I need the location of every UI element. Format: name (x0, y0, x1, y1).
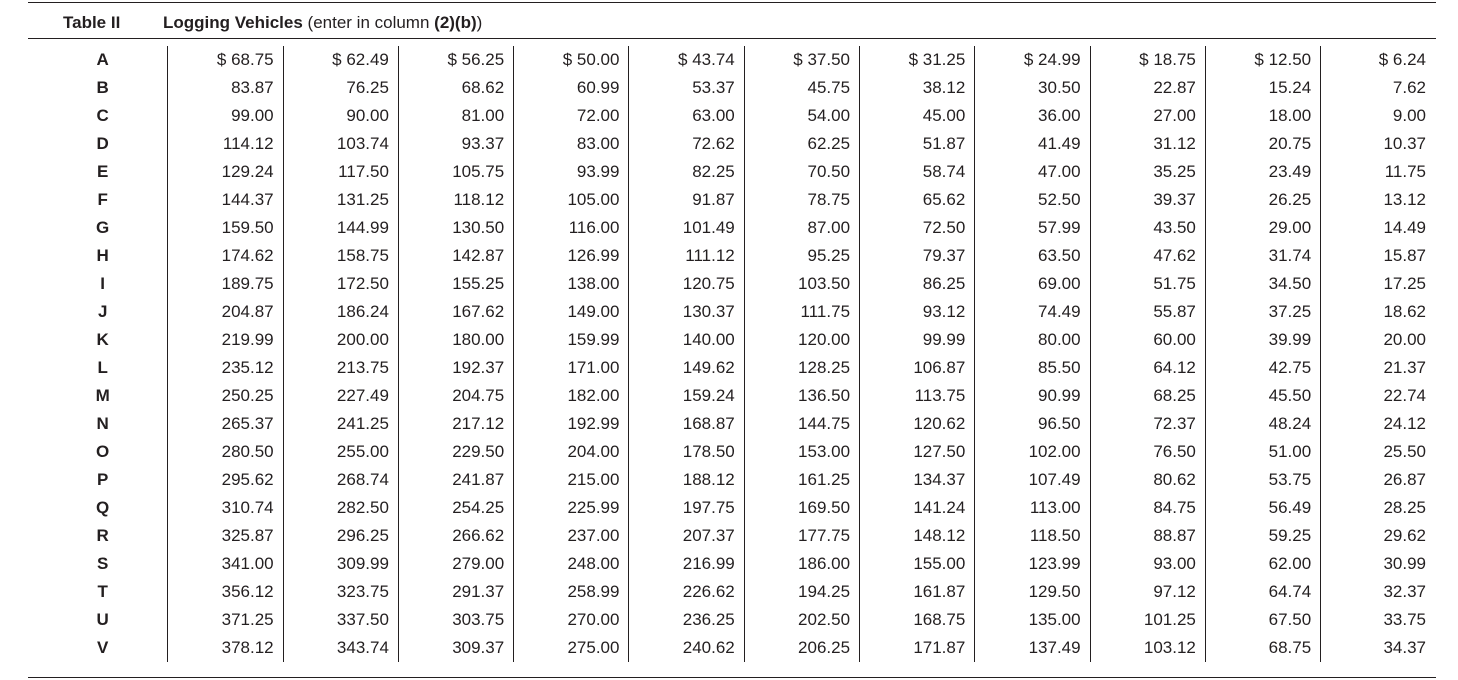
table-cell: 107.49 (975, 466, 1090, 494)
table-cell: 103.74 (283, 130, 398, 158)
table-cell: 97.12 (1090, 578, 1205, 606)
row-label: I (28, 270, 168, 298)
row-label: E (28, 158, 168, 186)
table-cell: 53.37 (629, 74, 744, 102)
table-cell: 68.25 (1090, 382, 1205, 410)
table-row (28, 494, 1436, 522)
table-cell: 83.00 (514, 130, 629, 158)
table-cell: 177.75 (744, 522, 859, 550)
table-cell: 27.00 (1090, 102, 1205, 130)
table-cell: 60.00 (1090, 326, 1205, 354)
table-cell: $ 18.75 (1090, 46, 1205, 74)
table-id: Table II (63, 13, 121, 32)
table-cell: 20.75 (1205, 130, 1320, 158)
table-cell: 127.50 (860, 438, 975, 466)
table-cell: 62.00 (1205, 550, 1320, 578)
table-cell: 10.37 (1383, 134, 1426, 153)
table-title (163, 10, 482, 36)
table-cell: 84.75 (1090, 494, 1205, 522)
table-cell: 47.62 (1090, 242, 1205, 270)
table-cell: 65.62 (860, 186, 975, 214)
table-cell: 76.25 (283, 74, 398, 102)
table-cell: 22.74 (1383, 386, 1426, 405)
table-cell: 45.00 (860, 102, 975, 130)
table-cell: 93.12 (860, 298, 975, 326)
table-cell: 215.00 (514, 466, 629, 494)
table-cell: 268.74 (283, 466, 398, 494)
row-label: P (28, 466, 168, 494)
table-cell: 130.50 (398, 214, 513, 242)
table-row (28, 186, 1436, 214)
table-cell: 148.12 (860, 522, 975, 550)
table-cell: 31.74 (1205, 242, 1320, 270)
row-label: J (28, 298, 168, 326)
table-cell: 149.62 (629, 354, 744, 382)
table-cell: 113.00 (975, 494, 1090, 522)
table-cell: 280.50 (168, 438, 283, 466)
table-cell: 54.00 (744, 102, 859, 130)
table-cell: 194.25 (744, 578, 859, 606)
table-cell: 250.25 (168, 382, 283, 410)
table-cell: 72.50 (860, 214, 975, 242)
table-cell: 82.25 (629, 158, 744, 186)
table-cell: 171.87 (860, 634, 975, 662)
table-cell: 26.87 (1383, 470, 1426, 489)
table-cell: 279.00 (398, 550, 513, 578)
table-cell: 74.49 (975, 298, 1090, 326)
table-row (28, 550, 1436, 578)
row-label: C (28, 102, 168, 130)
table-cell: $ 62.49 (283, 46, 398, 74)
table-cell: 102.00 (975, 438, 1090, 466)
table-cell: 96.50 (975, 410, 1090, 438)
table-cell: 254.25 (398, 494, 513, 522)
table-cell: 182.00 (514, 382, 629, 410)
table-cell: 241.25 (283, 410, 398, 438)
table-header (28, 10, 1436, 39)
table-cell: 116.00 (514, 214, 629, 242)
table-cell: 213.75 (283, 354, 398, 382)
table-cell: 13.12 (1383, 190, 1426, 209)
table-cell: 21.37 (1383, 358, 1426, 377)
table-cell: 83.87 (168, 74, 283, 102)
row-label: F (28, 186, 168, 214)
table-row (28, 578, 1436, 606)
table-cell: 140.00 (629, 326, 744, 354)
table-cell: 248.00 (514, 550, 629, 578)
table-cell: 153.00 (744, 438, 859, 466)
table-cell: 265.37 (168, 410, 283, 438)
table-row (28, 214, 1436, 242)
table-row (28, 466, 1436, 494)
table-cell: 99.00 (168, 102, 283, 130)
table-row (28, 46, 1436, 74)
table-cell: 72.00 (514, 102, 629, 130)
table-cell: 20.00 (1383, 330, 1426, 349)
table-cell: 258.99 (514, 578, 629, 606)
table-cell: $ 24.99 (975, 46, 1090, 74)
table-cell: 216.99 (629, 550, 744, 578)
table-cell: 69.00 (975, 270, 1090, 298)
table-cell: 23.49 (1205, 158, 1320, 186)
table-cell: 93.00 (1090, 550, 1205, 578)
table-cell: 111.12 (629, 242, 744, 270)
table-cell: 129.50 (975, 578, 1090, 606)
table-cell: 225.99 (514, 494, 629, 522)
table-cell: 30.99 (1383, 554, 1426, 573)
table-cell: 59.25 (1205, 522, 1320, 550)
table-cell: 378.12 (168, 634, 283, 662)
table-cell: 217.12 (398, 410, 513, 438)
table-cell: 118.12 (398, 186, 513, 214)
table-cell: 270.00 (514, 606, 629, 634)
table-cell: 303.75 (398, 606, 513, 634)
table-cell: 282.50 (283, 494, 398, 522)
table-cell: 168.75 (860, 606, 975, 634)
table-cell: 174.62 (168, 242, 283, 270)
table-cell: 295.62 (168, 466, 283, 494)
table-cell: 255.00 (283, 438, 398, 466)
table-cell: 134.37 (860, 466, 975, 494)
table-cell: 202.50 (744, 606, 859, 634)
table-cell: 343.74 (283, 634, 398, 662)
row-label: M (28, 382, 168, 410)
table-row (28, 102, 1436, 130)
table-cell: 37.25 (1205, 298, 1320, 326)
table-row (28, 74, 1436, 102)
top-rule (28, 2, 1436, 3)
table-cell: 161.87 (860, 578, 975, 606)
table-cell: 149.00 (514, 298, 629, 326)
table-cell: 123.99 (975, 550, 1090, 578)
table-cell: 167.62 (398, 298, 513, 326)
table-cell: 53.75 (1205, 466, 1320, 494)
table-cell: 192.37 (398, 354, 513, 382)
table-cell: 25.50 (1383, 442, 1426, 461)
table-cell: 101.25 (1090, 606, 1205, 634)
table-cell: 60.99 (514, 74, 629, 102)
table-row (28, 410, 1436, 438)
table-cell: 7.62 (1392, 78, 1426, 97)
table-row (28, 522, 1436, 550)
table-cell: 325.87 (168, 522, 283, 550)
table-cell: 120.62 (860, 410, 975, 438)
table-cell: 51.00 (1205, 438, 1320, 466)
table-cell: 337.50 (283, 606, 398, 634)
table-cell: 114.12 (168, 130, 283, 158)
table-cell: 18.62 (1383, 302, 1426, 321)
table-cell: 48.24 (1205, 410, 1320, 438)
table-cell: 200.00 (283, 326, 398, 354)
table-cell: 64.12 (1090, 354, 1205, 382)
table-cell: 275.00 (514, 634, 629, 662)
table-cell: 68.62 (398, 74, 513, 102)
row-label: B (28, 74, 168, 102)
table-cell: 87.00 (744, 214, 859, 242)
rate-table-body (28, 46, 1436, 662)
table-cell: 113.75 (860, 382, 975, 410)
table-cell: 188.12 (629, 466, 744, 494)
row-label: K (28, 326, 168, 354)
row-label: Q (28, 494, 168, 522)
table-cell: 57.99 (975, 214, 1090, 242)
table-cell: 51.75 (1090, 270, 1205, 298)
table-cell: 204.00 (514, 438, 629, 466)
table-cell: 30.50 (975, 74, 1090, 102)
table-cell: 80.00 (975, 326, 1090, 354)
table-cell: 371.25 (168, 606, 283, 634)
table-cell: 34.37 (1383, 638, 1426, 657)
table-cell: 219.99 (168, 326, 283, 354)
row-label: T (28, 578, 168, 606)
table-cell: 38.12 (860, 74, 975, 102)
row-label: G (28, 214, 168, 242)
title-note-prefix: (enter in column (302, 13, 435, 32)
table-cell: 34.50 (1205, 270, 1320, 298)
table-cell: 192.99 (514, 410, 629, 438)
table-row (28, 634, 1436, 662)
table-cell: 240.62 (629, 634, 744, 662)
table-cell: $ 56.25 (398, 46, 513, 74)
table-cell: 229.50 (398, 438, 513, 466)
table-cell: 341.00 (168, 550, 283, 578)
table-cell: $ 50.00 (514, 46, 629, 74)
table-cell: 323.75 (283, 578, 398, 606)
table-row (28, 606, 1436, 634)
table-cell: 130.37 (629, 298, 744, 326)
table-cell: 29.62 (1383, 526, 1426, 545)
table-cell: 63.00 (629, 102, 744, 130)
table-cell: 159.50 (168, 214, 283, 242)
table-row (28, 298, 1436, 326)
table-cell: 168.87 (629, 410, 744, 438)
row-label: S (28, 550, 168, 578)
table-cell: 79.37 (860, 242, 975, 270)
table-cell: 226.62 (629, 578, 744, 606)
table-cell: 207.37 (629, 522, 744, 550)
table-cell: 144.99 (283, 214, 398, 242)
table-cell: 135.00 (975, 606, 1090, 634)
table-cell: 197.75 (629, 494, 744, 522)
table-row (28, 326, 1436, 354)
table-cell: 78.75 (744, 186, 859, 214)
table-cell: 227.49 (283, 382, 398, 410)
table-cell: 39.99 (1205, 326, 1320, 354)
row-label: H (28, 242, 168, 270)
table-cell: 142.87 (398, 242, 513, 270)
table-cell: 131.25 (283, 186, 398, 214)
table-cell: 93.99 (514, 158, 629, 186)
table-cell: 128.25 (744, 354, 859, 382)
table-cell: 86.25 (860, 270, 975, 298)
table-cell: 155.25 (398, 270, 513, 298)
table-cell: 141.24 (860, 494, 975, 522)
table-cell: 64.74 (1205, 578, 1320, 606)
table-cell: 80.62 (1090, 466, 1205, 494)
table-cell: 28.25 (1383, 498, 1426, 517)
table-cell: 144.75 (744, 410, 859, 438)
table-cell: $ 31.25 (860, 46, 975, 74)
row-label: N (28, 410, 168, 438)
row-label: U (28, 606, 168, 634)
table-cell: 186.00 (744, 550, 859, 578)
table-cell: 90.00 (283, 102, 398, 130)
table-cell: 206.25 (744, 634, 859, 662)
table-cell: 35.25 (1090, 158, 1205, 186)
table-cell: 41.49 (975, 130, 1090, 158)
row-label: L (28, 354, 168, 382)
table-cell: 29.00 (1205, 214, 1320, 242)
table-row (28, 270, 1436, 298)
table-cell: 45.50 (1205, 382, 1320, 410)
table-cell: 31.12 (1090, 130, 1205, 158)
table-cell: 296.25 (283, 522, 398, 550)
table-cell: 158.75 (283, 242, 398, 270)
table-cell: 159.24 (629, 382, 744, 410)
table-cell: 291.37 (398, 578, 513, 606)
table-cell: 120.75 (629, 270, 744, 298)
table-cell: 186.24 (283, 298, 398, 326)
row-label: O (28, 438, 168, 466)
table-cell: 172.50 (283, 270, 398, 298)
table-cell: 51.87 (860, 130, 975, 158)
table-cell: 91.87 (629, 186, 744, 214)
table-cell: 55.87 (1090, 298, 1205, 326)
table-cell: 137.49 (975, 634, 1090, 662)
table-cell: 266.62 (398, 522, 513, 550)
table-cell: 120.00 (744, 326, 859, 354)
table-cell: 117.50 (283, 158, 398, 186)
table-cell: 99.99 (860, 326, 975, 354)
row-label: R (28, 522, 168, 550)
table-cell: 81.00 (398, 102, 513, 130)
table-cell: 111.75 (744, 298, 859, 326)
table-cell: 356.12 (168, 578, 283, 606)
table-cell: 161.25 (744, 466, 859, 494)
table-cell: $ 6.24 (1378, 50, 1426, 69)
table-cell: 88.87 (1090, 522, 1205, 550)
table-cell: 93.37 (398, 130, 513, 158)
table-row (28, 130, 1436, 158)
table-cell: 236.25 (629, 606, 744, 634)
table-cell: 24.12 (1383, 414, 1426, 433)
table-cell: 159.99 (514, 326, 629, 354)
table-cell: 309.37 (398, 634, 513, 662)
table-row (28, 242, 1436, 270)
table-cell: 101.49 (629, 214, 744, 242)
table-cell: 118.50 (975, 522, 1090, 550)
table-row (28, 382, 1436, 410)
table-cell: 58.74 (860, 158, 975, 186)
table-cell: 18.00 (1205, 102, 1320, 130)
table-cell: 126.99 (514, 242, 629, 270)
row-label: V (28, 634, 168, 662)
table-cell: 63.50 (975, 242, 1090, 270)
table-cell: 106.87 (860, 354, 975, 382)
row-label: D (28, 130, 168, 158)
table-cell: 235.12 (168, 354, 283, 382)
table-cell: 26.25 (1205, 186, 1320, 214)
row-label: A (28, 46, 168, 74)
table-cell: $ 37.50 (744, 46, 859, 74)
table-cell: 15.24 (1205, 74, 1320, 102)
rate-table (28, 46, 1436, 662)
title-note-column: (2)(b) (434, 13, 477, 32)
table-cell: 42.75 (1205, 354, 1320, 382)
table-cell: 11.75 (1384, 162, 1426, 181)
table-cell: 171.00 (514, 354, 629, 382)
table-row (28, 354, 1436, 382)
table-cell: 178.50 (629, 438, 744, 466)
table-cell: 68.75 (1205, 634, 1320, 662)
table-cell: 204.75 (398, 382, 513, 410)
table-cell: 45.75 (744, 74, 859, 102)
table-cell: 309.99 (283, 550, 398, 578)
table-cell: 9.00 (1392, 106, 1426, 125)
table-cell: 33.75 (1383, 610, 1426, 629)
table-cell: 39.37 (1090, 186, 1205, 214)
table-row (28, 158, 1436, 186)
table-cell: 103.50 (744, 270, 859, 298)
table-cell: 36.00 (975, 102, 1090, 130)
table-cell: 105.00 (514, 186, 629, 214)
table-cell: 180.00 (398, 326, 513, 354)
table-cell: 90.99 (975, 382, 1090, 410)
bottom-rule (28, 677, 1436, 678)
title-note-suffix: ) (476, 13, 483, 32)
table-cell: 138.00 (514, 270, 629, 298)
table-cell: 72.62 (629, 130, 744, 158)
table-cell: 47.00 (975, 158, 1090, 186)
table-cell: 56.49 (1205, 494, 1320, 522)
table-cell: 136.50 (744, 382, 859, 410)
table-row (28, 438, 1436, 466)
table-cell: 95.25 (744, 242, 859, 270)
table-cell: 70.50 (744, 158, 859, 186)
table-cell: 72.37 (1090, 410, 1205, 438)
table-cell: 15.87 (1383, 246, 1426, 265)
table-cell: 22.87 (1090, 74, 1205, 102)
table-cell: 43.50 (1090, 214, 1205, 242)
table-cell: 52.50 (975, 186, 1090, 214)
table-cell: 169.50 (744, 494, 859, 522)
table-cell: 67.50 (1205, 606, 1320, 634)
table-cell: $ 68.75 (168, 46, 283, 74)
table-cell: 144.37 (168, 186, 283, 214)
table-cell: $ 43.74 (629, 46, 744, 74)
table-cell: 76.50 (1090, 438, 1205, 466)
table-cell: 62.25 (744, 130, 859, 158)
table-cell: 32.37 (1383, 582, 1426, 601)
table-cell: 155.00 (860, 550, 975, 578)
table-cell: 105.75 (398, 158, 513, 186)
table-cell: $ 12.50 (1205, 46, 1320, 74)
table-cell: 103.12 (1090, 634, 1205, 662)
table-cell: 14.49 (1383, 218, 1426, 237)
table-cell: 129.24 (168, 158, 283, 186)
table-cell: 204.87 (168, 298, 283, 326)
table-cell: 237.00 (514, 522, 629, 550)
table-cell: 189.75 (168, 270, 283, 298)
title-bold: Logging Vehicles (163, 13, 303, 32)
table-cell: 17.25 (1383, 274, 1426, 293)
table-cell: 85.50 (975, 354, 1090, 382)
table-cell: 310.74 (168, 494, 283, 522)
table-cell: 241.87 (398, 466, 513, 494)
